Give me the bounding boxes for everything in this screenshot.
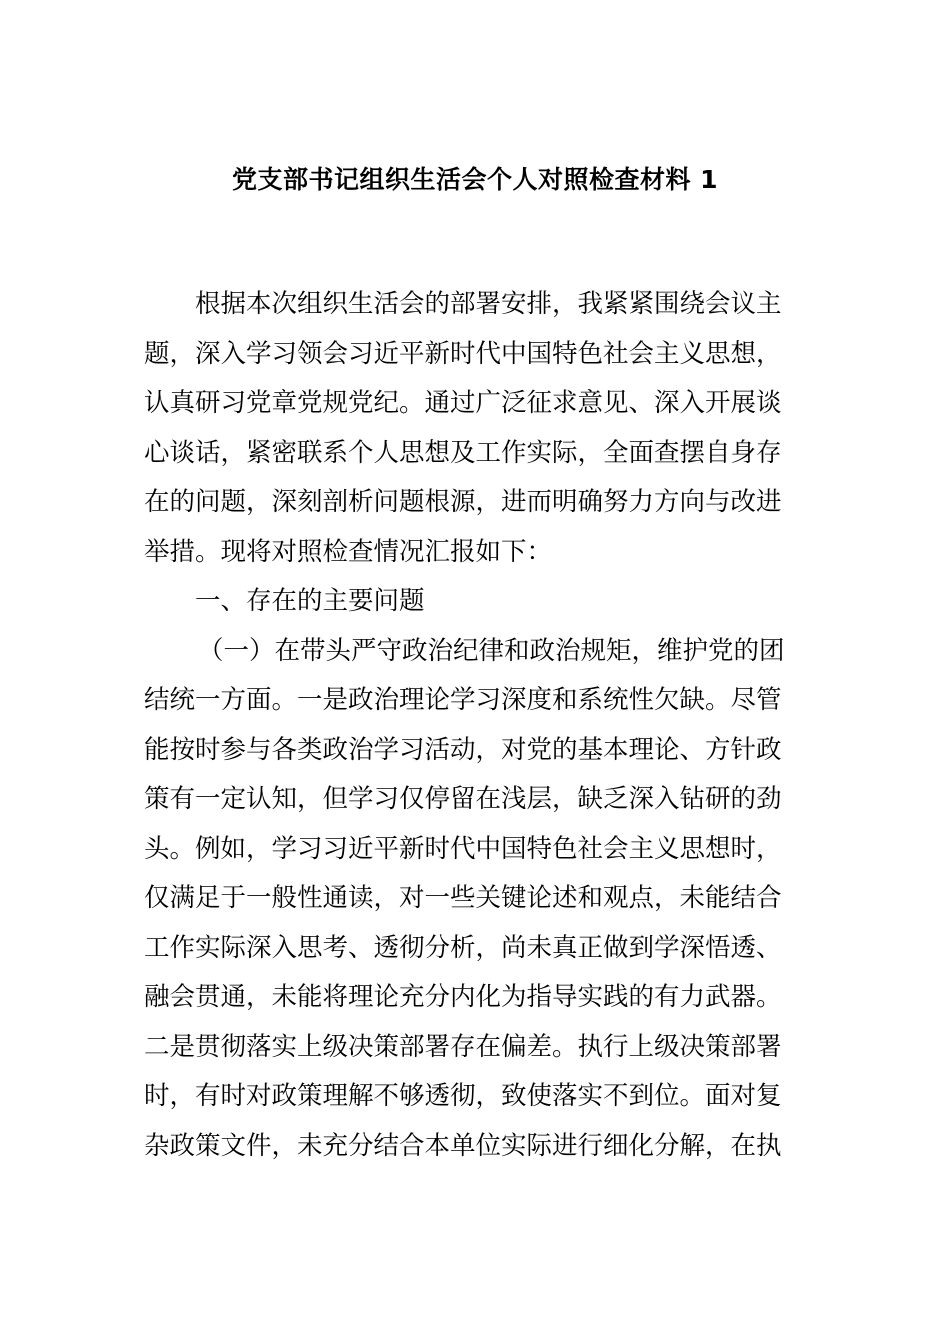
paragraph-line: 工作实际深入思考、透彻分析，尚未真正做到学深悟透、 — [144, 932, 782, 963]
paragraph-line: 结统一方面。一是政治理论学习深度和系统性欠缺。尽管 — [144, 685, 782, 715]
paragraph-line: 杂政策文件，未充分结合本单位实际进行细化分解，在执 — [144, 1130, 782, 1161]
paragraph-line: 心谈话，紧密联系个人思想及工作实际，全面查摆自身存 — [144, 437, 782, 468]
document-title: 党支部书记组织生活会个人对照检查材料 1 — [231, 165, 719, 194]
paragraph-line: 能按时参与各类政治学习活动，对党的基本理论、方针政 — [144, 734, 782, 765]
paragraph-line: 在的问题，深刻剖析问题根源，进而明确努力方向与改进 — [144, 487, 782, 517]
paragraph-line: 举措。现将对照检查情况汇报如下： — [144, 536, 553, 567]
paragraph-line: 根据本次组织生活会的部署安排，我紧紧围绕会议主 — [195, 289, 782, 319]
document-body — [144, 280, 808, 1171]
paragraph-line: 策有一定认知，但学习仅停留在浅层，缺乏深入钻研的劲 — [144, 784, 782, 814]
section-heading: 一、存在的主要问题 — [195, 586, 425, 616]
paragraph-line: 融会贯通，未能将理论充分内化为指导实践的有力武器。 — [144, 982, 782, 1012]
paragraph-line: 时，有时对政策理解不够透彻，致使落实不到位。面对复 — [144, 1081, 782, 1111]
paragraph-line: 认真研习党章党规党纪。通过广泛征求意见、深入开展谈 — [144, 388, 782, 418]
paragraph-line: 题，深入学习领会习近平新时代中国特色社会主义思想， — [144, 338, 782, 369]
paragraph-line: 头。例如，学习习近平新时代中国特色社会主义思想时， — [144, 833, 782, 864]
paragraph-line: 二是贯彻落实上级决策部署存在偏差。执行上级决策部署 — [144, 1031, 782, 1062]
paragraph-line: （一）在带头严守政治纪律和政治规矩，维护党的团 — [198, 635, 785, 666]
paragraph-line: 仅满足于一般性通读，对一些关键论述和观点，未能结合 — [144, 883, 782, 913]
